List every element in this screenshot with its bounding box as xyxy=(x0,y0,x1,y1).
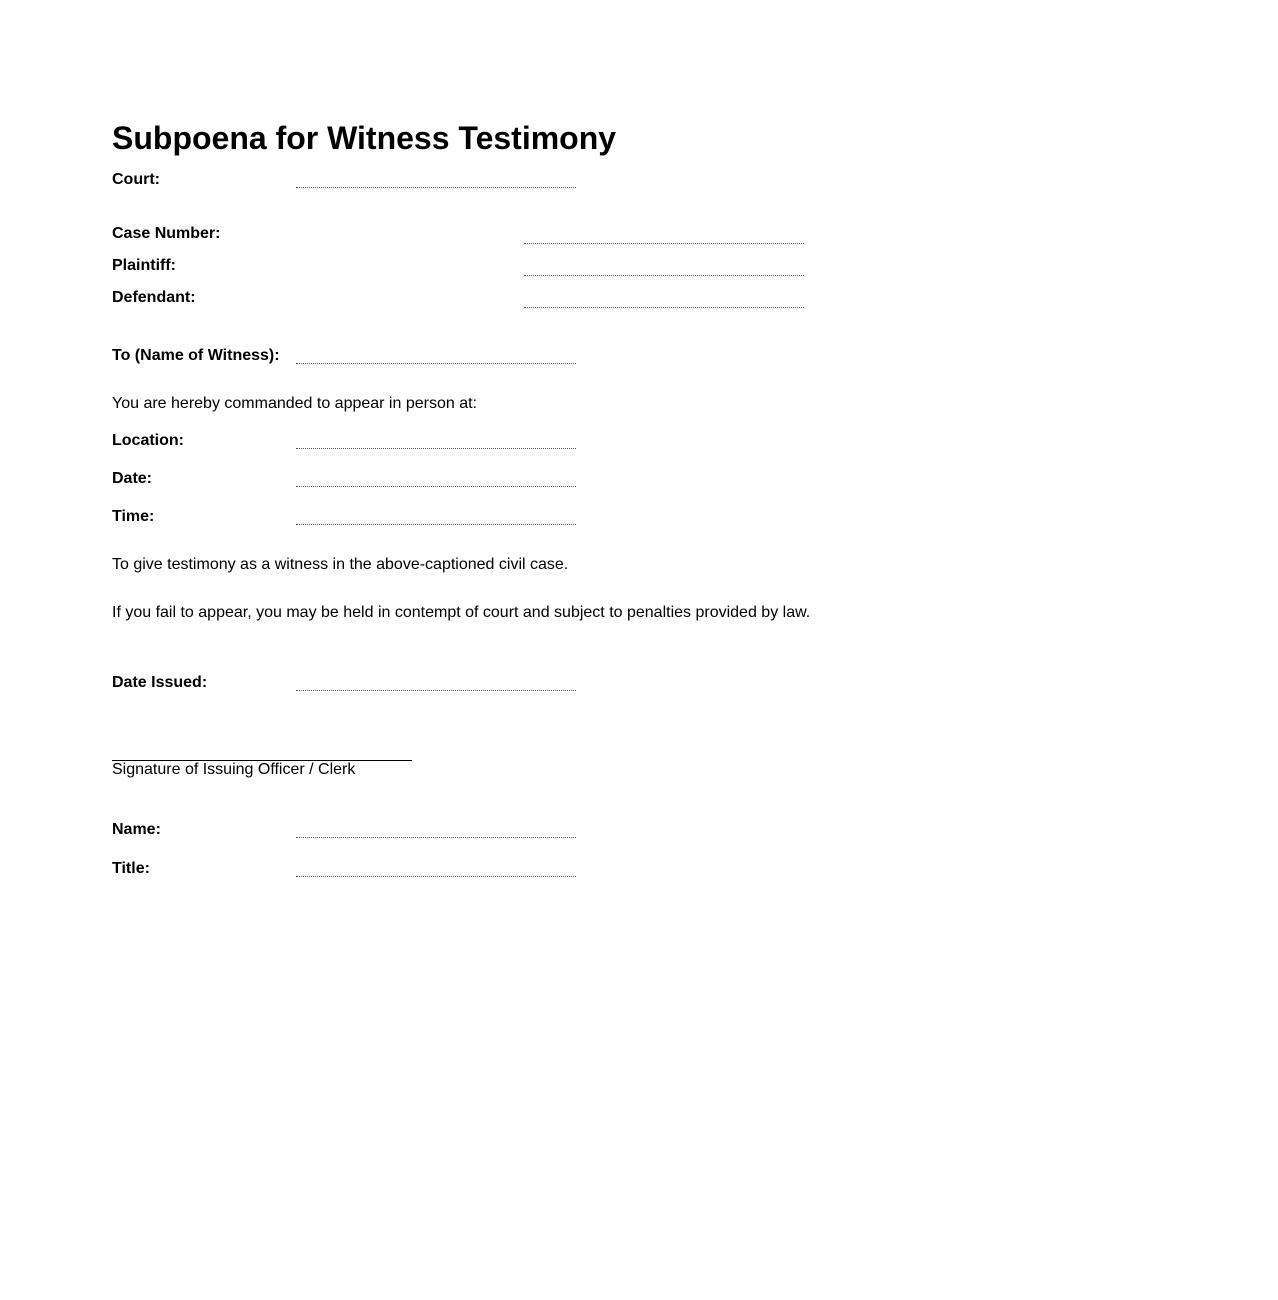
name-label: Name: xyxy=(112,821,161,838)
name-field[interactable] xyxy=(296,837,576,838)
date-label: Date: xyxy=(112,470,153,487)
defendant-label: Defendant: xyxy=(112,289,196,306)
time-field[interactable] xyxy=(296,524,576,525)
plaintiff-field[interactable] xyxy=(524,275,804,276)
plaintiff-label: Plaintiff: xyxy=(112,257,176,274)
title-label: Title: xyxy=(112,860,150,877)
time-label: Time: xyxy=(112,508,155,525)
location-field[interactable] xyxy=(296,448,576,449)
defendant-field[interactable] xyxy=(524,307,804,308)
signature-caption: Signature of Issuing Officer / Clerk xyxy=(112,761,356,778)
court-field[interactable] xyxy=(296,187,576,188)
date-issued-label: Date Issued: xyxy=(112,674,208,691)
case-number-label: Case Number: xyxy=(112,225,221,242)
command-text: You are hereby commanded to appear in person at: xyxy=(112,395,477,412)
location-label: Location: xyxy=(112,432,184,449)
page-title: Subpoena for Witness Testimony xyxy=(112,120,617,156)
warning-text: If you fail to appear, you may be held in contempt of court and subject to penalties provided by law. xyxy=(112,604,811,621)
court-label: Court: xyxy=(112,171,160,188)
title-field[interactable] xyxy=(296,876,576,877)
case-number-field[interactable] xyxy=(524,243,804,244)
witness-label: To (Name of Witness): xyxy=(112,347,280,364)
purpose-text: To give testimony as a witness in the above-captioned civil case. xyxy=(112,556,569,573)
witness-field[interactable] xyxy=(296,363,576,364)
date-issued-field[interactable] xyxy=(296,690,576,691)
date-field[interactable] xyxy=(296,486,576,487)
